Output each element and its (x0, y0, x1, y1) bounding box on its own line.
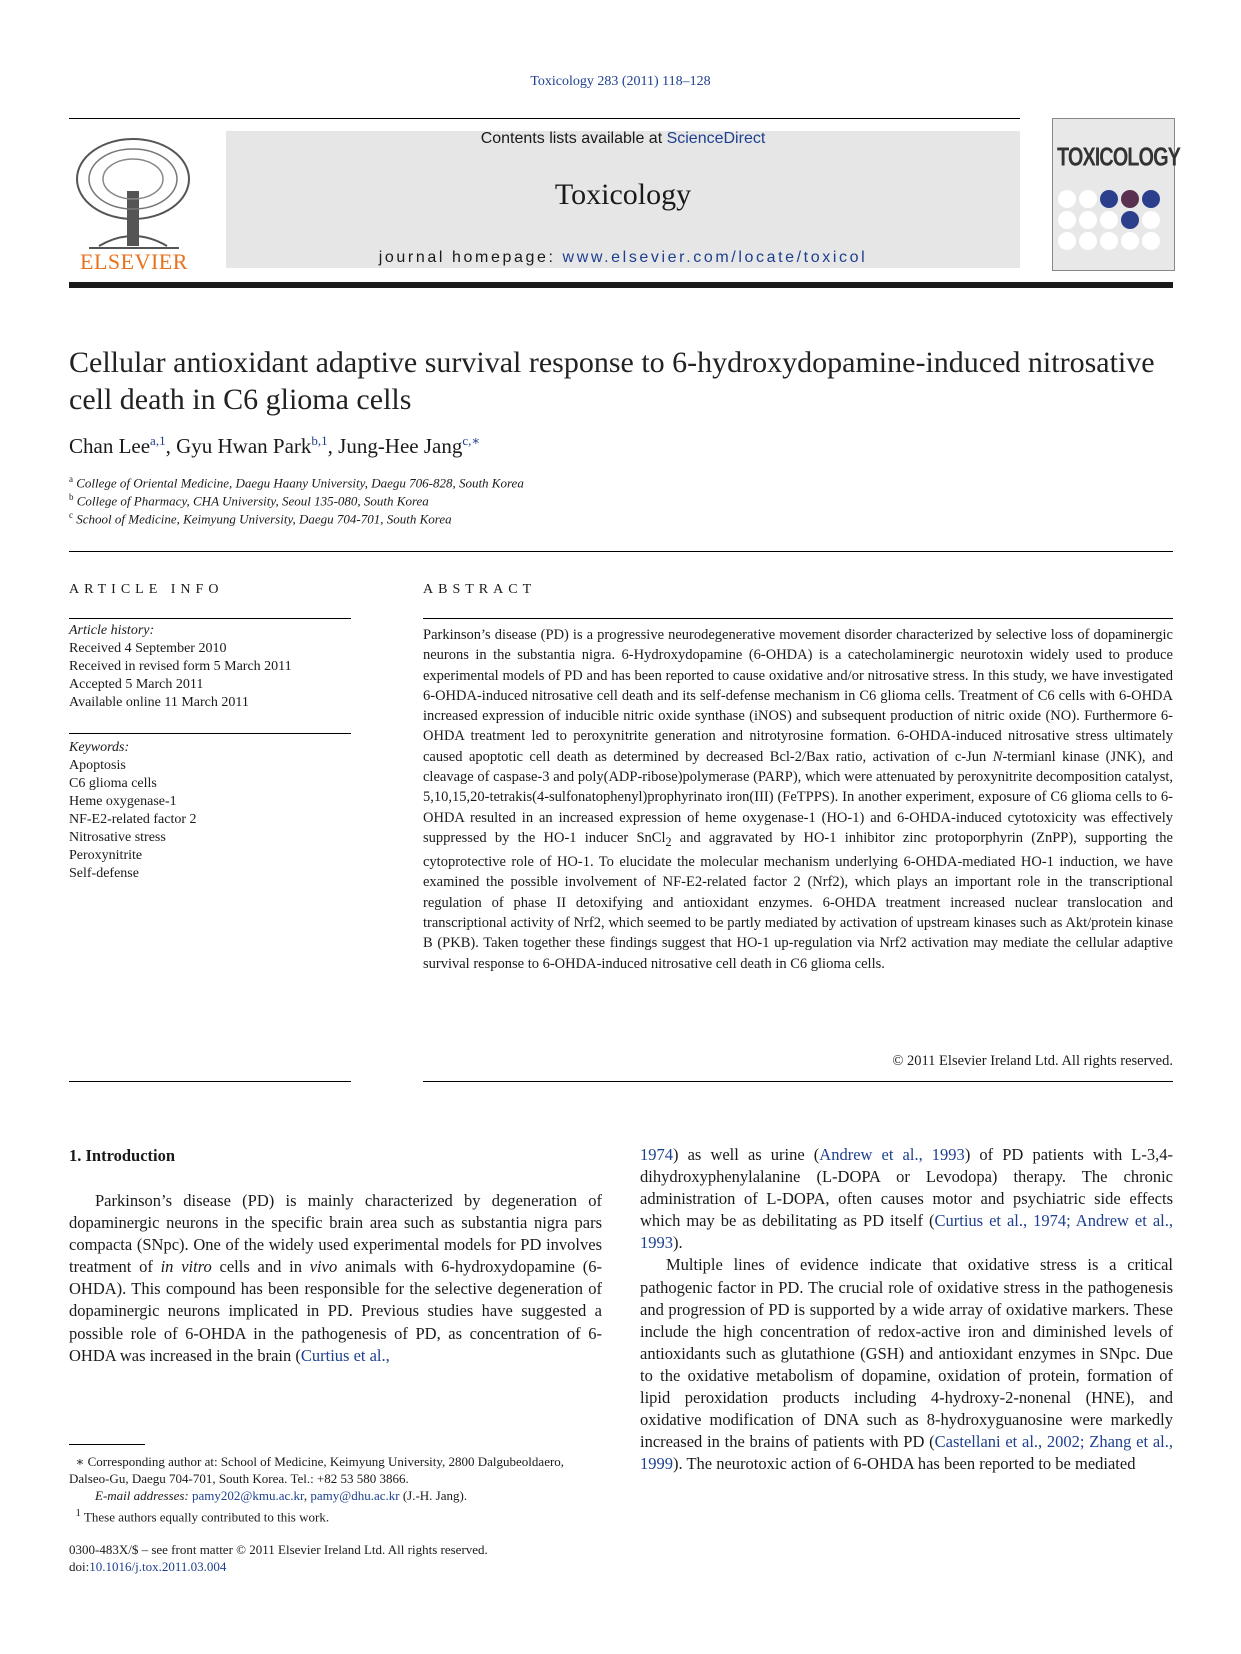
footnote-rule (69, 1444, 145, 1445)
history-item: Received in revised form 5 March 2011 (69, 659, 292, 674)
header-thick-rule (69, 282, 1173, 288)
email-link[interactable]: pamy202@kmu.ac.kr (192, 1488, 304, 1503)
journal-name: Toxicology (554, 178, 692, 211)
affiliation: $^b$ College of Pharmacy, CHA University, Seoul 135-080, South Korea (69, 492, 429, 509)
keyword: Heme oxygenase-1 (69, 794, 177, 809)
journal-cover (1052, 118, 1180, 271)
article-title: Cellular antioxidant adaptive survival response to 6-hydroxydopamine-induced nitrosative cell death in C6 glioma cells (69, 346, 1155, 416)
author-name: Chan Lee (69, 434, 151, 458)
history-item: Available online 11 March 2011 (69, 695, 249, 710)
citation-link[interactable]: 1974 (640, 1145, 673, 1164)
equal-contribution-footnote: $^1$ These authors equally contributed to this work. (75, 1507, 330, 1525)
journal-homepage: journal homepage: www.elsevier.com/locate/toxicol (378, 249, 868, 266)
title-rule (69, 551, 1173, 552)
body-column-right: 1974) as well as urine (Andrew et al., 1993) of PD patients with L-3,4-dihydroxyphenylalanine (L-DOPA or Levodopa) therapy. The chronic administration of L-DOPA, often causes motor and psychiatric side effects which may be as debilitating as PD itself (Curtius et al., 1974; Andrew et al., 1993). Multiple lines of evidence indicate that oxidative stress is a critical pathogenic factor in PD. The crucial role of oxidative stress in the pathogenesis and progression of PD is supported by a wide array of oxidative markers. These include the high concentration of redox-active iron and diminished levels of antioxidants such as glutathione (GSH) and antioxidant enzymes in SNpc. Due to the oxidative metabolism of dopamine, oxidation of protein, formation of lipid peroxidation products including 4-hydroxy-2-nonenal (HNE), and oxidative modification of DNA such as 8-hydroxyguanosine were markedly increased in the brains of patients with PD (Castellani et al., 2002; Zhang et al., 1999). The neurotoxic action of 6-OHDA has been reported to be mediated (640, 1145, 1173, 1474)
author-affiliation-mark[interactable]: a,1 (150, 433, 166, 448)
elsevier-logo (69, 131, 199, 276)
abstract-rule (423, 1081, 1173, 1082)
header-rule (69, 118, 1020, 119)
citation-link[interactable]: Andrew et al., 1993 (819, 1145, 965, 1164)
cover-dots-icon (1053, 187, 1174, 267)
info-rule (69, 618, 351, 619)
author-name: Jung-Hee Jang (338, 434, 463, 458)
homepage-link[interactable]: www.elsevier.com/locate/toxicol (562, 249, 868, 266)
keyword: Apoptosis (69, 758, 126, 773)
history-item: Accepted 5 March 2011 (69, 677, 204, 692)
keyword: C6 glioma cells (69, 776, 157, 791)
email-link[interactable]: pamy@dhu.ac.kr (310, 1488, 400, 1503)
elsevier-wordmark: ELSEVIER (80, 249, 188, 274)
abstract-copyright: © 2011 Elsevier Ireland Ltd. All rights reserved. (892, 1053, 1173, 1069)
abstract-rule (423, 618, 1173, 619)
article-history: Article history: Received 4 September 2010 Received in revised form 5 March 2011 Accepted 5 March 2011 Available online 11 March 2011 (69, 622, 351, 712)
abstract-text: Parkinson’s disease (PD) is a progressive neurodegenerative movement disorder characterized by selective loss of dopaminergic neurons in the substantia nigra. 6-Hydroxydopamine (6-OHDA) is a catecholaminergic neurotoxin widely used to produce experimental models of PD and has been reported to cause oxidative and/or nitrosative stress. In this study, we have investigated 6-OHDA-induced nitrosative cell death and its self-defense mechanism in C6 glioma cells. Treatment of C6 cells with 6-OHDA increased expression of inducible nitric oxide synthase (iNOS) and subsequent production of nitric oxide (NO). Furthermore 6-OHDA treatment led to peroxynitrite generation and nitrotyrosine formation. 6-OHDA-induced nitrosative stress ultimately caused apoptotic cell death as determined by decreased Bcl-2/Bax ratio, activation of c-Jun N-termianl kinase (JNK), and cleavage of caspase-3 and poly(ADP-ribose)polymerase (PARP), which were attenuated by peroxynitrite decomposition catalyst, 5,10,15,20-tetrakis(4-sulfonatophenyl)prophyrinato iron(III) (FeTPPS). In another experiment, exposure of C6 glioma cells to 6-OHDA resulted in an increased expression of heme oxygenase-1 (HO-1) and 6-OHDA-induced cytotoxicity was effectively suppressed by the HO-1 inducer SnCl$_2$ and aggravated by HO-1 inhibitor zinc protoporphyrin (ZnPP), supporting the cytoprotective role of HO-1. To elucidate the molecular mechanism underlying 6-OHDA-mediated HO-1 induction, we have examined the possible involvement of NF-E2-related factor 2 (Nrf2), which plays an important role in the transcriptional regulation of phase II detoxifying and antioxidant enzymes. 6-OHDA treatment increased nuclear translocation and transcriptional activity of Nrf2, which seemed to be partly mediated by activation of upstream kinases such as Akt/protein kinase B (PKB). Taken together these findings suggest that HO-1 up-regulation via Nrf2 activation may mediate the cellular adaptive survival response to 6-OHDA-induced nitrosative cell death in C6 glioma cells. (423, 627, 1173, 972)
doi-link[interactable]: 10.1016/j.tox.2011.03.004 (89, 1559, 227, 1574)
article-info-heading: ARTICLE INFO (69, 582, 224, 597)
body-column-left: Parkinson’s disease (PD) is mainly characterized by degeneration of dopaminergic neurons in the specific brain area such as substantia nigra pars compacta (SNpc). One of the widely used experimental models for PD involves treatment of in vitro cells and in vivo animals with 6-hydroxydopamine (6-OHDA). This compound has been responsible for the selective degeneration of dopaminergic neurons implicated in PD. Previous studies have suggested a possible role of 6-OHDA in the pathogenesis of PD, as concentration of 6-OHDA was increased in the brain (Curtius et al., (69, 1191, 602, 1365)
author-list: Chan Lee$^{a,1}$, Gyu Hwan Park$^{b,1}$, Jung-Hee Jang$^{c,∗}$ (69, 433, 481, 458)
citation-link[interactable]: Curtius et al., (300, 1345, 390, 1365)
affiliation: $^c$ School of Medicine, Keimyung University, Daegu 704-701, South Korea (69, 510, 452, 527)
info-rule (69, 1081, 351, 1082)
affiliation: $^a$ College of Oriental Medicine, Daegu Haany University, Daegu 706-828, South Korea (69, 474, 524, 491)
corresponding-author-footnote: ∗ Corresponding author at: School of Medicine, Keimyung University, 2800 Dalgubeoldaero, Dalseo-Gu, Daegu 704-701, South Korea. Tel.: +82 53 580 3866. (69, 1454, 565, 1486)
author-affiliation-mark[interactable]: c,∗ (462, 433, 481, 448)
keywords: Keywords: Apoptosis C6 glioma cells Heme oxygenase-1 NF-E2-related factor 2 Nitrosative stress Peroxynitrite Self-defense (69, 739, 351, 883)
email-footnote: E-mail addresses: pamy202@kmu.ac.kr, pamy@dhu.ac.kr (J.-H. Jang). (95, 1488, 468, 1503)
sciencedirect-link[interactable]: ScienceDirect (666, 130, 766, 147)
history-item: Received 4 September 2010 (69, 641, 227, 656)
info-rule (69, 733, 351, 734)
section-heading-introduction: 1. Introduction (69, 1146, 176, 1165)
journal-citation[interactable]: Toxicology 283 (2011) 118–128 (530, 74, 711, 89)
contents-line: Contents lists available at ScienceDirect (480, 130, 766, 147)
keyword: NF-E2-related factor 2 (69, 812, 197, 827)
citation-link[interactable]: Curtius et al., 1974; Andrew et al., 1993 (640, 1211, 1173, 1253)
abstract-heading: ABSTRACT (423, 582, 537, 597)
author-affiliation-mark[interactable]: b,1 (311, 433, 328, 448)
keyword: Peroxynitrite (69, 848, 143, 863)
author-name: Gyu Hwan Park (176, 434, 312, 458)
cover-title: TOXICOLOGY (1057, 143, 1180, 173)
citation-link[interactable]: Castellani et al., 2002; Zhang et al., 1999 (640, 1432, 1173, 1474)
keyword: Nitrosative stress (69, 830, 166, 845)
front-matter: 0300-483X/$ – see front matter © 2011 Elsevier Ireland Ltd. All rights reserved. doi:10.1016/j.tox.2011.03.004 (69, 1542, 488, 1574)
keyword: Self-defense (69, 866, 139, 881)
